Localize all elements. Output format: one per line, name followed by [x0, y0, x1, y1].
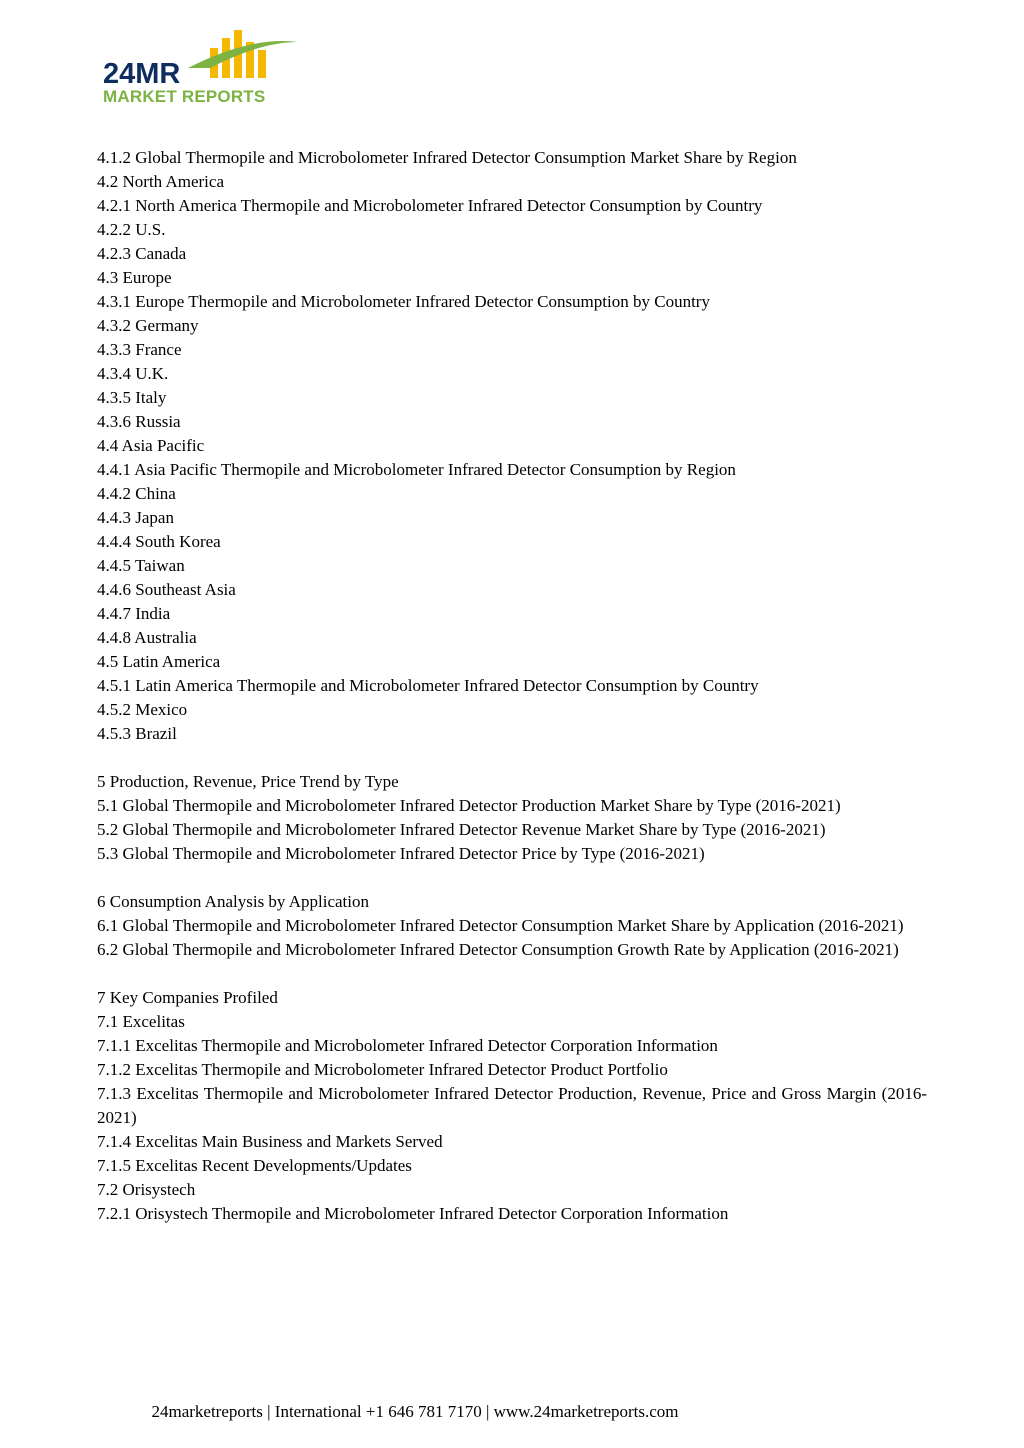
logo-mark: 24MR [103, 58, 181, 90]
toc-entry: 7.2 Orisystech [97, 1180, 196, 1199]
toc-entry: 4.4.1 Asia Pacific Thermopile and Microbolometer Infrared Detector Consumption by Region [97, 460, 736, 479]
toc-entry: 4.2.3 Canada [97, 244, 187, 263]
toc-entry: 4.3 Europe [97, 268, 172, 287]
toc-entry: 4.4.4 South Korea [97, 532, 221, 551]
toc-entry: 4.5.3 Brazil [97, 724, 177, 743]
toc-entry: 4.2.1 North America Thermopile and Microbolometer Infrared Detector Consumption by Country [97, 196, 763, 215]
toc-entry: 4.4.7 India [97, 604, 171, 623]
toc-entry: 4.4 Asia Pacific [97, 436, 205, 455]
toc-entry: 6.1 Global Thermopile and Microbolometer Infrared Detector Consumption Market Share by Application (2016-2021) [97, 916, 904, 935]
toc-entry: 4.4.8 Australia [97, 628, 197, 647]
toc-entry: 7.1 Excelitas [97, 1012, 185, 1031]
toc-entry: 4.2.2 U.S. [97, 220, 166, 239]
toc-entry: 4.3.6 Russia [97, 412, 181, 431]
toc-entry: 4.5.1 Latin America Thermopile and Microbolometer Infrared Detector Consumption by Country [97, 676, 759, 695]
toc-entry: 7.1.1 Excelitas Thermopile and Microbolometer Infrared Detector Corporation Information [97, 1036, 718, 1055]
toc-entry: 4.3.5 Italy [97, 388, 167, 407]
toc-entry: 4.1.2 Global Thermopile and Microbolometer Infrared Detector Consumption Market Share by Region [97, 148, 797, 167]
toc-entry: 7.1.3 Excelitas Thermopile and Microbolometer Infrared Detector Production, Revenue, Price and Gross Margin (2016-2021) [97, 1084, 927, 1127]
toc-entry: 5.2 Global Thermopile and Microbolometer Infrared Detector Revenue Market Share by Type (2016-2021) [97, 820, 826, 839]
section-gap [97, 746, 927, 770]
section-gap [97, 962, 927, 986]
toc-entry: 7.2.1 Orisystech Thermopile and Microbolometer Infrared Detector Corporation Information [97, 1204, 729, 1223]
toc-entry: 6.2 Global Thermopile and Microbolometer Infrared Detector Consumption Growth Rate by Application (2016-2021) [97, 940, 899, 959]
toc-entry: 4.4.5 Taiwan [97, 556, 185, 575]
toc-entry: 4.3.2 Germany [97, 316, 199, 335]
toc-entry: 4.4.3 Japan [97, 508, 174, 527]
company-logo [100, 28, 310, 108]
toc-entry: 6 Consumption Analysis by Application [97, 892, 370, 911]
toc-entry: 4.5 Latin America [97, 652, 221, 671]
toc-entry: 4.4.2 China [97, 484, 176, 503]
toc-entry: 4.3.3 France [97, 340, 182, 359]
section-gap [97, 866, 927, 890]
toc-entry: 7 Key Companies Profiled [97, 988, 278, 1007]
toc-entry: 7.1.4 Excelitas Main Business and Markets Served [97, 1132, 443, 1151]
toc-entry: 4.3.1 Europe Thermopile and Microbolometer Infrared Detector Consumption by Country [97, 292, 710, 311]
toc-entry: 7.1.5 Excelitas Recent Developments/Updates [97, 1156, 412, 1175]
toc-entry: 4.5.2 Mexico [97, 700, 188, 719]
page-footer: 24marketreports | International +1 646 781 7170 | www.24marketreports.com [151, 1402, 679, 1421]
toc-entry: 5.3 Global Thermopile and Microbolometer Infrared Detector Price by Type (2016-2021) [97, 844, 705, 863]
toc-entry: 5.1 Global Thermopile and Microbolometer Infrared Detector Production Market Share by Type (2016-2021) [97, 796, 841, 815]
logo-subtitle: MARKET REPORTS [103, 87, 266, 106]
toc-entry: 4.2 North America [97, 172, 224, 191]
toc-entry: 4.4.6 Southeast Asia [97, 580, 236, 599]
toc-entry: 7.1.2 Excelitas Thermopile and Microbolometer Infrared Detector Product Portfolio [97, 1060, 668, 1079]
toc-entry: 5 Production, Revenue, Price Trend by Type [97, 772, 399, 791]
toc-entry: 4.3.4 U.K. [97, 364, 169, 383]
table-of-contents [97, 146, 927, 1226]
